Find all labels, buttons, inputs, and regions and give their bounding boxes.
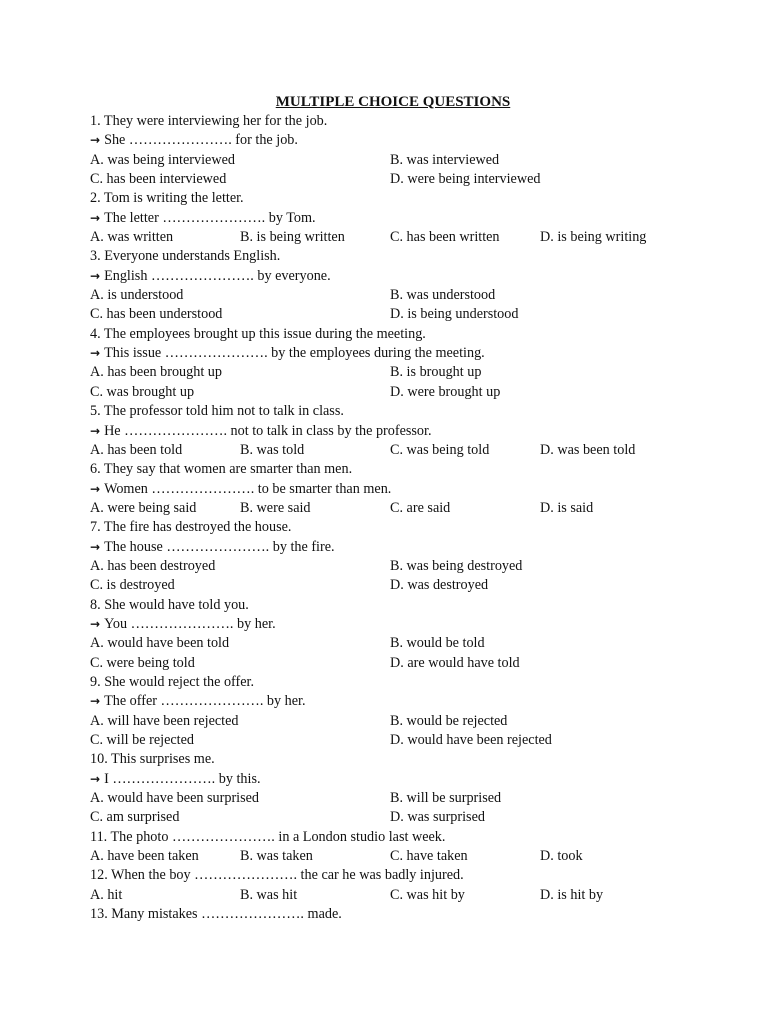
question-prompt: 11. The photo …………………. in a London studio last week. <box>90 828 446 845</box>
answer-option: C. was brought up <box>90 383 195 400</box>
answer-option: C. is destroyed <box>90 577 175 594</box>
question-6 <box>90 460 710 518</box>
answer-option: B. was hit <box>240 886 298 903</box>
answer-option: A. will have been rejected <box>90 712 239 729</box>
question-prompt: 6. They say that women are smarter than men. <box>90 461 353 478</box>
options-row <box>90 170 710 189</box>
worksheet <box>90 92 710 924</box>
question-prompt: 13. Many mistakes …………………. made. <box>90 906 342 923</box>
answer-option: A. has been destroyed <box>90 557 216 574</box>
options-row <box>90 576 710 595</box>
answer-option: D. is being writing <box>540 229 647 246</box>
options-row <box>90 228 710 247</box>
question-10 <box>90 750 710 827</box>
options-row <box>90 151 710 170</box>
options-row <box>90 557 710 576</box>
answer-option: C. has been interviewed <box>90 171 227 188</box>
question-12 <box>90 866 710 905</box>
question-3 <box>90 247 710 324</box>
transform-text: He …………………. not to talk in class by the professor. <box>104 422 432 439</box>
answer-option: B. was interviewed <box>390 151 500 168</box>
question-prompt: 8. She would have told you. <box>90 596 249 613</box>
question-2 <box>90 189 710 247</box>
options-row <box>90 383 710 402</box>
transform-line <box>90 692 710 711</box>
options-row <box>90 654 710 673</box>
right-arrow-icon: → <box>90 481 101 496</box>
answer-option: C. has been understood <box>90 306 223 323</box>
answer-option: C. was hit by <box>390 886 465 903</box>
options-row <box>90 441 710 460</box>
options-row <box>90 305 710 324</box>
question-list <box>90 112 710 924</box>
transform-text: The house …………………. by the fire. <box>104 538 335 555</box>
question-13 <box>90 905 710 924</box>
answer-option: B. was told <box>240 441 305 458</box>
answer-option: A. has been brought up <box>90 364 222 381</box>
transform-text: The letter …………………. by Tom. <box>104 209 316 226</box>
options-row <box>90 847 710 866</box>
answer-option: D. is being understood <box>390 306 519 323</box>
transform-text: You …………………. by her. <box>104 615 276 632</box>
answer-option: B. would be rejected <box>390 712 508 729</box>
transform-line <box>90 770 710 789</box>
answer-option: D. was destroyed <box>390 577 489 594</box>
transform-line <box>90 131 710 150</box>
answer-option: A. was written <box>90 229 174 246</box>
question-prompt: 12. When the boy …………………. the car he was badly injured. <box>90 867 464 884</box>
answer-option: A. is understood <box>90 287 184 304</box>
options-row <box>90 712 710 731</box>
right-arrow-icon: → <box>90 694 101 709</box>
transform-text: The offer …………………. by her. <box>104 693 306 710</box>
right-arrow-icon: → <box>90 423 101 438</box>
answer-option: B. would be told <box>390 635 485 652</box>
answer-option: D. would have been rejected <box>390 732 552 748</box>
page-title: MULTIPLE CHOICE QUESTIONS <box>275 94 511 110</box>
question-prompt: 4. The employees brought up this issue during the meeting. <box>90 325 426 342</box>
transform-text: Women …………………. to be smarter than men. <box>104 480 392 497</box>
question-8 <box>90 596 710 673</box>
answer-option: A. would have been told <box>90 635 230 652</box>
answer-option: B. was taken <box>240 848 313 865</box>
options-row <box>90 634 710 653</box>
options-row <box>90 886 710 905</box>
question-prompt: 1. They were interviewing her for the job. <box>90 113 328 129</box>
options-row <box>90 286 710 305</box>
answer-option: D. are would have told <box>390 654 520 671</box>
answer-option: D. were brought up <box>390 383 501 400</box>
answer-option: C. has been written <box>390 229 500 246</box>
answer-option: D. was been told <box>540 441 636 458</box>
right-arrow-icon: → <box>90 210 101 225</box>
right-arrow-icon: → <box>90 268 101 283</box>
answer-option: A. would have been surprised <box>90 790 260 807</box>
question-9 <box>90 673 710 750</box>
right-arrow-icon: → <box>90 539 101 554</box>
answer-option: B. will be surprised <box>390 790 502 807</box>
transform-line <box>90 538 710 557</box>
answer-option: D. were being interviewed <box>390 171 541 188</box>
transform-line <box>90 209 710 228</box>
question-prompt: 5. The professor told him not to talk in class. <box>90 403 344 420</box>
question-5 <box>90 402 710 460</box>
answer-option: C. are said <box>390 499 451 516</box>
options-row <box>90 789 710 808</box>
answer-option: C. were being told <box>90 654 195 671</box>
options-row <box>90 808 710 827</box>
options-row <box>90 499 710 518</box>
answer-option: B. is being written <box>240 229 345 246</box>
answer-option: A. was being interviewed <box>90 151 235 168</box>
transform-text: I …………………. by this. <box>104 770 261 787</box>
right-arrow-icon: → <box>90 133 101 148</box>
answer-option: A. have been taken <box>90 848 199 865</box>
question-prompt: 3. Everyone understands English. <box>90 248 281 265</box>
answer-option: C. will be rejected <box>90 732 195 748</box>
transform-text: English …………………. by everyone. <box>104 267 331 284</box>
question-prompt: 7. The fire has destroyed the house. <box>90 519 292 536</box>
answer-option: B. was being destroyed <box>390 557 523 574</box>
options-row <box>90 731 710 750</box>
transform-line <box>90 267 710 286</box>
answer-option: C. am surprised <box>90 809 180 826</box>
answer-option: A. has been told <box>90 441 183 458</box>
answer-option: B. was understood <box>390 287 496 304</box>
right-arrow-icon: → <box>90 616 101 631</box>
answer-option: D. was surprised <box>390 809 485 826</box>
answer-option: A. were being said <box>90 499 197 516</box>
right-arrow-icon: → <box>90 771 101 786</box>
transform-text: This issue …………………. by the employees during the meeting. <box>104 345 485 362</box>
question-4 <box>90 325 710 402</box>
answer-option: D. took <box>540 848 583 865</box>
transform-line <box>90 422 710 441</box>
answer-option: C. have taken <box>390 848 468 865</box>
right-arrow-icon: → <box>90 346 101 361</box>
answer-option: D. is hit by <box>540 886 604 903</box>
answer-option: B. were said <box>240 499 311 516</box>
options-row <box>90 363 710 382</box>
question-11 <box>90 828 710 867</box>
question-7 <box>90 518 710 595</box>
transform-line <box>90 615 710 634</box>
answer-option: C. was being told <box>390 441 490 458</box>
transform-line <box>90 344 710 363</box>
question-prompt: 10. This surprises me. <box>90 751 215 768</box>
transform-text: She …………………. for the job. <box>104 132 298 149</box>
answer-option: B. is brought up <box>390 364 482 381</box>
answer-option: D. is said <box>540 499 594 516</box>
answer-option: A. hit <box>90 886 123 903</box>
question-prompt: 9. She would reject the offer. <box>90 673 255 690</box>
transform-line <box>90 480 710 499</box>
question-prompt: 2. Tom is writing the letter. <box>90 190 244 207</box>
question-1 <box>90 112 710 189</box>
